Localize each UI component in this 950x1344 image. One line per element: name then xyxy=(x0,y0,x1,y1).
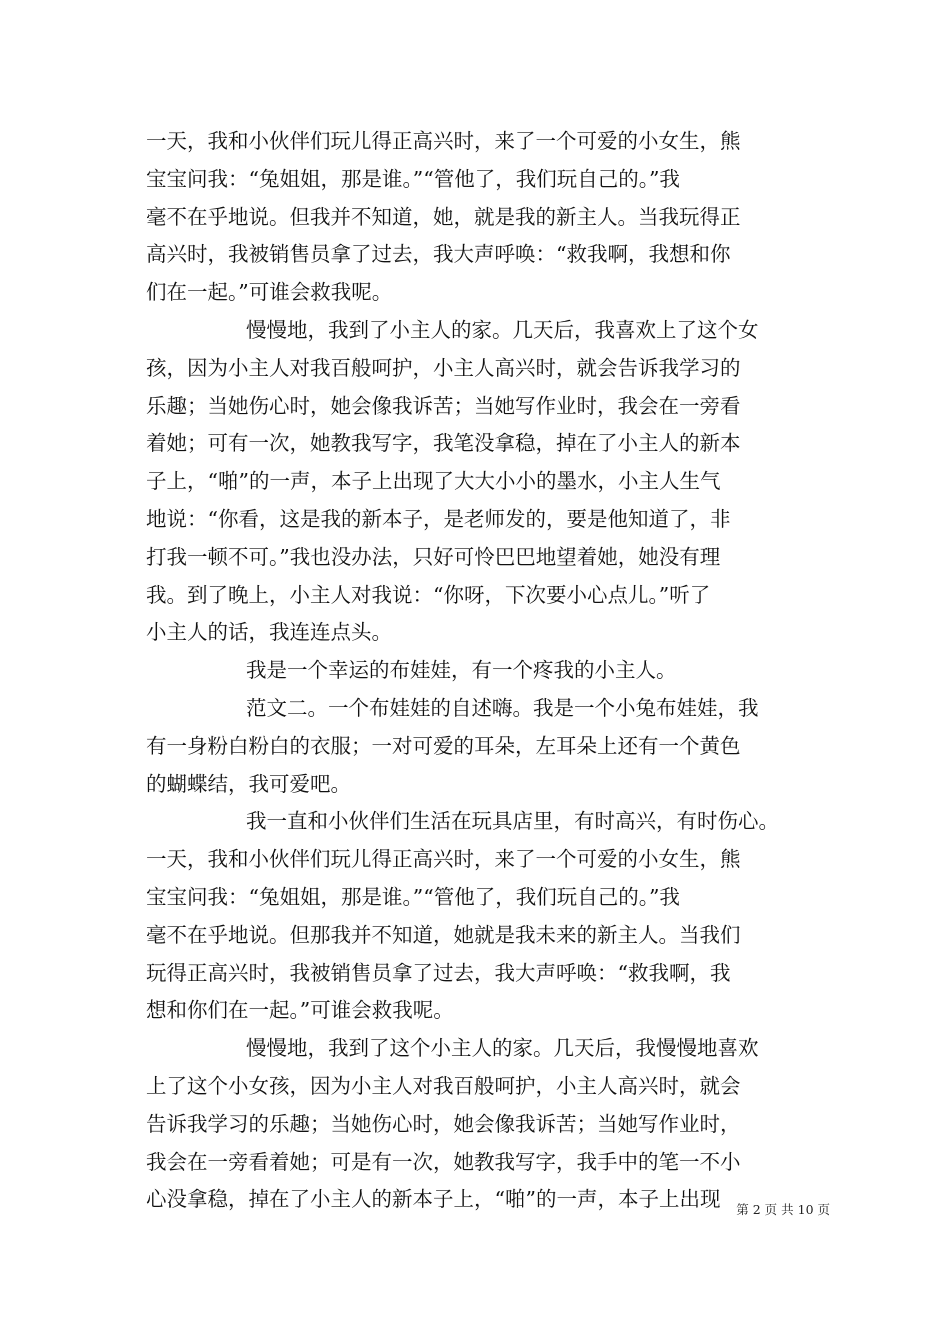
paragraph-first-line: 慢慢地，我到了小主人的家。几天后，我喜欢上了这个女 xyxy=(246,317,759,342)
text-line: 一天，我和小伙伴们玩儿得正高兴时，来了一个可爱的小女生，熊 xyxy=(146,129,741,153)
text-line: 的蝴蝶结，我可爱吧。 xyxy=(146,771,351,796)
text-line: 毫不在乎地说。但我并不知道，她，就是我的新主人。当我玩得正 xyxy=(146,204,741,229)
paragraph-first-line: 我一直和小伙伴们生活在玩具店里，有时高兴，有时伤心。 xyxy=(246,809,779,834)
paragraph-first-line: 慢慢地，我到了这个小主人的家。几天后，我慢慢地喜欢 xyxy=(246,1036,759,1061)
text-line: 我会在一旁看着她；可是有一次，她教我写字，我手中的笔一不小 xyxy=(146,1149,741,1174)
text-line: 着她；可有一次，她教我写字，我笔没拿稳，掉在了小主人的新本 xyxy=(146,431,741,456)
text-line: 地说：“你看，这是我的新本子，是老师发的，要是他知道了，非 xyxy=(146,506,731,531)
text-line: 想和你们在一起。”可谁会救我呢。 xyxy=(146,998,454,1023)
page-number-footer: 第 2 页 共 10 页 xyxy=(736,1202,830,1217)
text-line: 子上，“啪”的一声，本子上出现了大大小小的墨水，小主人生气 xyxy=(146,469,721,494)
paragraph-first-line: 范文二。一个布娃娃的自述嗨。我是一个小兔布娃娃，我 xyxy=(246,695,759,720)
text-line: 小主人的话，我连连点头。 xyxy=(146,620,392,645)
text-line: 毫不在乎地说。但那我并不知道，她就是我未来的新主人。当我们 xyxy=(146,922,741,947)
text-line: 乐趣；当她伤心时，她会像我诉苦；当她写作业时，我会在一旁看 xyxy=(146,393,741,418)
document-body xyxy=(146,123,836,1219)
text-line: 孩，因为小主人对我百般呵护，小主人高兴时，就会告诉我学习的 xyxy=(146,355,741,380)
text-line: 上了这个小女孩，因为小主人对我百般呵护，小主人高兴时，就会 xyxy=(146,1073,741,1098)
text-line: 打我一顿不可。”我也没办法，只好可怜巴巴地望着她，她没有理 xyxy=(146,544,721,569)
text-line: 心没拿稳，掉在了小主人的新本子上，“啪”的一声，本子上出现 xyxy=(146,1187,721,1212)
text-line: 玩得正高兴时，我被销售员拿了过去，我大声呼唤：“救我啊，我 xyxy=(146,960,731,985)
text-line: 们在一起。”可谁会救我呢。 xyxy=(146,280,393,305)
text-line: 我。到了晚上，小主人对我说：“你呀，下次要小心点儿。”听了 xyxy=(146,582,711,607)
paragraph-first-line: 我是一个幸运的布娃娃，有一个疼我的小主人。 xyxy=(246,658,677,683)
text-line: 有一身粉白粉白的衣服；一对可爱的耳朵，左耳朵上还有一个黄色 xyxy=(146,733,741,758)
text-line: 告诉我学习的乐趣；当她伤心时，她会像我诉苦；当她写作业时， xyxy=(146,1111,741,1136)
text-line: 宝宝问我：“兔姐姐，那是谁。”“管他了，我们玩自己的。”我 xyxy=(146,166,680,191)
text-line: 一天，我和小伙伴们玩儿得正高兴时，来了一个可爱的小女生，熊 xyxy=(146,847,741,872)
text-line: 宝宝问我：“兔姐姐，那是谁。”“管他了，我们玩自己的。”我 xyxy=(146,884,680,909)
text-line: 高兴时，我被销售员拿了过去，我大声呼唤：“救我啊，我想和你 xyxy=(146,242,731,267)
